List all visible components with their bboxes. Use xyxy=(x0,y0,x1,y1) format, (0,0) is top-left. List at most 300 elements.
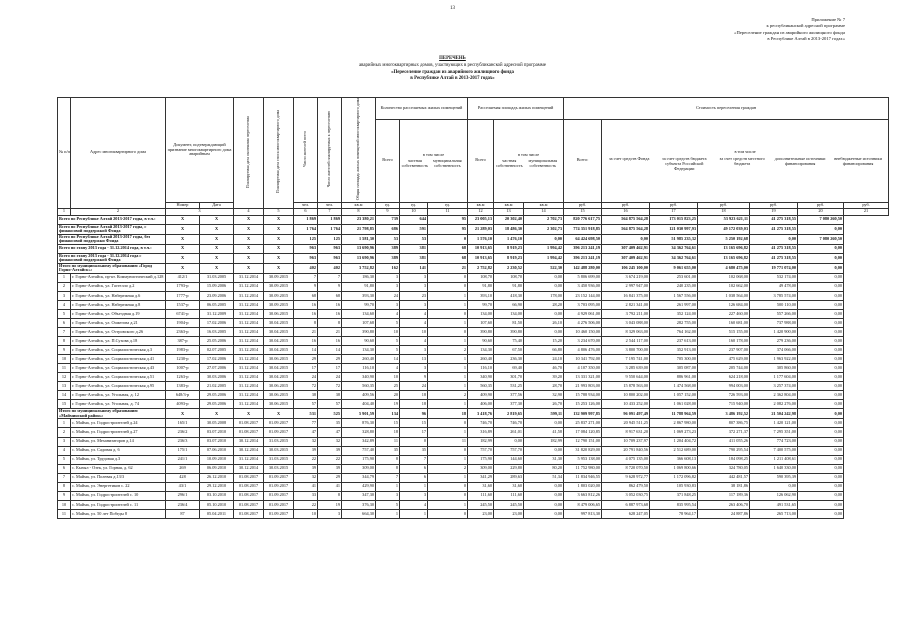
cell-am: 28,20 xyxy=(524,300,564,309)
summary-value: X xyxy=(166,244,200,253)
cell-ce: 7 400 575,00 xyxy=(750,446,798,455)
cell-p: 7 xyxy=(400,455,428,464)
column-number: 13 xyxy=(494,208,524,215)
cell-a: 757,70 xyxy=(468,446,494,455)
header-address: Адрес многоквартирного дома xyxy=(71,98,166,209)
demolition-date: 30.09.2015 xyxy=(264,300,294,309)
cell-cr: 105 930,83 xyxy=(650,482,698,491)
header-residents-planned: Число жителей планируемых к переселению xyxy=(318,98,342,203)
cell-ap: 757,70 xyxy=(494,446,524,455)
cell-u: 7 xyxy=(376,473,400,482)
cell-ce: 3 257 374,00 xyxy=(750,382,798,391)
row-number: 12 xyxy=(58,373,71,382)
summary-value: 963 xyxy=(294,244,318,253)
table-row xyxy=(58,437,889,446)
summary-value: 686 xyxy=(376,224,400,234)
cell-area: 90,60 xyxy=(342,337,376,346)
cell-co: 0,00 xyxy=(798,346,844,355)
cell-cl: 102 068,00 xyxy=(698,273,750,282)
cell-ap: 69,40 xyxy=(494,364,524,373)
cell-p: 24 xyxy=(400,382,428,391)
cell-ap: 236,30 xyxy=(494,355,524,364)
doc-number: 4093-р xyxy=(166,400,200,409)
cell-co: 0,00 xyxy=(798,373,844,382)
relocation-date: 31.12.2014 xyxy=(234,382,264,391)
cell-r1: 39 xyxy=(294,464,318,473)
house-address: г. Горно-Алтайск, ул. Социалистическая д.3 xyxy=(71,346,166,355)
cell-r2: 68 xyxy=(318,291,342,300)
summary-value: 21 798,85 xyxy=(342,224,376,234)
house-address: г. Горно-Алтайск, ул. Объездная д.19 xyxy=(71,309,166,318)
summary-value: X xyxy=(264,234,294,244)
row-number: 8 xyxy=(58,482,71,491)
cell-ce: 1 177 604,00 xyxy=(750,373,798,382)
cell-m: 11 xyxy=(428,437,468,446)
cell-am: 182,99 xyxy=(524,437,564,446)
cell-cr: 78 964,17 xyxy=(650,509,698,518)
cell-co: 0,00 xyxy=(798,500,844,509)
cell-r1: 10 xyxy=(294,509,318,518)
cell-cr: 705 300,00 xyxy=(650,355,698,364)
cell-a: 134,00 xyxy=(468,309,494,318)
summary-value: 41 275 318,55 xyxy=(750,244,798,253)
house-address: г. Горно-Алтайск, ул. Гастелло д.2 xyxy=(71,282,166,291)
summary-value: 644 xyxy=(400,215,428,224)
doc-date: 10.09.2010 xyxy=(200,455,234,464)
cell-co: 0,00 xyxy=(798,291,844,300)
demolition-date: 30.06.2015 xyxy=(264,309,294,318)
cell-co: 0,00 xyxy=(798,282,844,291)
appendix-line: к республиканской адресной программе xyxy=(766,23,845,29)
cell-ct: 3 234 670,00 xyxy=(564,337,602,346)
header-cost-total: Всего: xyxy=(564,119,602,202)
table-header-row xyxy=(58,98,889,120)
cell-co: 0,00 xyxy=(798,473,844,482)
cell-cl: 184 098,25 xyxy=(698,455,750,464)
summary-value: 21 289,03 xyxy=(468,224,494,234)
cell-r2: 47 xyxy=(318,428,342,437)
cell-cf: 10 433 252,00 xyxy=(602,400,650,409)
cell-r2: 7 xyxy=(318,273,342,282)
summary-value: 1 576,10 xyxy=(468,234,494,244)
cell-u: 1 xyxy=(376,482,400,491)
summary-value: X xyxy=(200,263,234,273)
house-address: г. Горно-Алтайск, ул. Социалистическая д.51 xyxy=(71,373,166,382)
row-number: 3 xyxy=(58,437,71,446)
summary-value: 96 xyxy=(400,409,428,419)
unit-rub: руб. xyxy=(844,202,889,208)
cell-ap: 31,60 xyxy=(494,482,524,491)
house-address: г. Горно-Алтайск, ул. Набережная д.6 xyxy=(71,291,166,300)
cell-ce: 2 082 276,00 xyxy=(750,400,798,409)
summary-value: 19 771 074,00 xyxy=(750,263,798,273)
cell-ap: 91,80 xyxy=(494,282,524,291)
summary-value: 820 776 617,75 xyxy=(564,215,602,224)
house-address: с. Майма, ул. Гидростроителей д.27 xyxy=(71,428,166,437)
summary-value: 396 213 241,19 xyxy=(564,244,602,253)
summary-value: 3 752,82 xyxy=(342,263,376,273)
appendix-line: «Переселение граждан из аварийного жилищного фонда xyxy=(734,29,845,35)
cell-cl: 442 481,57 xyxy=(698,473,750,482)
summary-value: X xyxy=(264,224,294,234)
cell-ct: 21 993 803,00 xyxy=(564,382,602,391)
demolition-date: 30.03.2015 xyxy=(264,446,294,455)
cell-r1: 22 xyxy=(294,500,318,509)
cell-p: 1 xyxy=(400,509,428,518)
doc-number: 387-р xyxy=(166,337,200,346)
cell-m: 1 xyxy=(428,364,468,373)
cell-cr: 352 124,00 xyxy=(650,309,698,318)
cell-u: 4 xyxy=(376,364,400,373)
cell-cf: 8 917 631,20 xyxy=(602,428,650,437)
table-row xyxy=(58,300,889,309)
house-address: с. Майма, ул. Трудовая д.3 xyxy=(71,455,166,464)
demolition-date: 30.06.2015 xyxy=(264,391,294,400)
doc-number: 175/1 xyxy=(166,446,200,455)
cell-ap: 134,00 xyxy=(494,309,524,318)
summary-value: X xyxy=(200,215,234,224)
relocation-date: 31.12.2014 xyxy=(234,282,264,291)
summary-value: 53 xyxy=(376,234,400,244)
summary-value: 125 xyxy=(294,234,318,244)
doc-number: 1263-р xyxy=(166,373,200,382)
cell-m: 1 xyxy=(428,400,468,409)
row-number: 6 xyxy=(58,318,71,327)
cell-cl: 102 662,00 xyxy=(698,282,750,291)
cell-r1: 9 xyxy=(294,282,318,291)
doc-date: 06.05.2005 xyxy=(200,300,234,309)
doc-date: 15.09.2006 xyxy=(200,282,234,291)
cell-am: 0,00 xyxy=(524,446,564,455)
cell-u: 5 xyxy=(376,346,400,355)
summary-value: X xyxy=(166,253,200,263)
cell-co: 0,00 xyxy=(798,400,844,409)
cell-co: 0,00 xyxy=(798,391,844,400)
cell-r1: 16 xyxy=(294,309,318,318)
relocation-date: 31.12.2014 xyxy=(234,291,264,300)
summary-value: 0,00 xyxy=(798,224,844,234)
cell-ct: 23 152 144,00 xyxy=(564,291,602,300)
summary-value: 106 245 100,00 xyxy=(602,263,650,273)
relocation-date: 31.12.2014 xyxy=(234,318,264,327)
cell-ap: 111,60 xyxy=(494,491,524,500)
cell-ce: 279 236,00 xyxy=(750,337,798,346)
cell-r2: 29 xyxy=(318,355,342,364)
cell-p: 17 xyxy=(400,428,428,437)
summary-value: X xyxy=(264,263,294,273)
cell-a: 245,50 xyxy=(468,500,494,509)
doc-number: 648/3-р xyxy=(166,391,200,400)
summary-value: 21 xyxy=(428,263,468,273)
cell-ap: 0,00 xyxy=(494,437,524,446)
cell-a: 111,60 xyxy=(468,491,494,500)
cell-cr: 261 997,00 xyxy=(650,300,698,309)
cell-ap: 418,30 xyxy=(494,291,524,300)
cell-cl: 160 178,00 xyxy=(698,337,750,346)
demolition-date: 31.03.2015 xyxy=(264,437,294,446)
cell-co: 0,00 xyxy=(798,364,844,373)
cell-a: 406,00 xyxy=(468,400,494,409)
doc-date: 05.04.2011 xyxy=(200,509,234,518)
summary-value: 134 xyxy=(376,409,400,419)
cell-m: 1 xyxy=(428,373,468,382)
cell-co: 0,00 xyxy=(798,309,844,318)
summary-value: X xyxy=(200,224,234,234)
summary-value: 1 581,30 xyxy=(342,234,376,244)
header-cost-group: Стоимость переселения граждан xyxy=(564,98,889,120)
doc-date: 23.09.2006 xyxy=(200,291,234,300)
row-number: 10 xyxy=(58,500,71,509)
cell-cf: 20 945 511,25 xyxy=(602,419,650,428)
cell-p: 0 xyxy=(400,437,428,446)
cell-r2: 21 xyxy=(318,328,342,337)
cell-r1: 16 xyxy=(294,337,318,346)
summary-value: 34 362 764,61 xyxy=(650,253,698,263)
summary-value: 162 xyxy=(376,263,400,273)
cell-am: 0,00 xyxy=(524,328,564,337)
cell-co: 0,00 xyxy=(798,428,844,437)
cell-p: 3 xyxy=(400,491,428,500)
cell-ce: 126 062,90 xyxy=(750,491,798,500)
cell-co: 0,00 xyxy=(798,509,844,518)
cell-u: 5 xyxy=(376,500,400,509)
summary-value: 20 302,40 xyxy=(494,215,524,224)
cell-a: 175,90 xyxy=(468,455,494,464)
cell-u: 14 xyxy=(376,355,400,364)
cell-r1: 22 xyxy=(294,455,318,464)
relocation-date: 01.08.2017 xyxy=(234,473,264,482)
doc-number: 6741-р xyxy=(166,309,200,318)
column-number: 4 xyxy=(234,208,264,215)
cell-p: 10 xyxy=(400,328,428,337)
cell-am: 66,80 xyxy=(524,346,564,355)
table-row xyxy=(58,446,889,455)
doc-date: 02.07.2005 xyxy=(200,346,234,355)
row-number: 4 xyxy=(58,446,71,455)
unit-rub: руб. xyxy=(750,202,798,208)
cell-a: 90,60 xyxy=(468,337,494,346)
cell-ct: 997 813,30 xyxy=(564,509,602,518)
summary-value: X xyxy=(234,234,264,244)
cell-p: 6 xyxy=(400,473,428,482)
cell-m: 2 xyxy=(428,346,468,355)
summary-value: 402 xyxy=(294,263,318,273)
relocation-date: 31.12.2014 xyxy=(234,273,264,282)
cell-r1: 72 xyxy=(294,382,318,391)
cell-cf: 3 800 700,00 xyxy=(602,346,650,355)
summary-value: 564 875 564,28 xyxy=(602,224,650,234)
house-address: с. Майма, ул. Садовая д. 6 xyxy=(71,446,166,455)
house-address: г. Горно-Алтайск, ул. Набережная д.8 xyxy=(71,300,166,309)
cell-p: 3 xyxy=(400,364,428,373)
cell-ap: 289,63 xyxy=(494,473,524,482)
cell-cl: 160 681,00 xyxy=(698,318,750,327)
cell-area: 186,30 xyxy=(342,273,376,282)
cell-a: 309,00 xyxy=(468,464,494,473)
cell-a: 134,30 xyxy=(468,346,494,355)
summary-value: 13 165 696,82 xyxy=(698,253,750,263)
cell-area: 560,35 xyxy=(342,382,376,391)
header-planned-demolition: Планируемая дата сноса многоквартирного дома xyxy=(264,98,294,209)
cell-r2: 8 xyxy=(318,491,342,500)
cell-co: 0,00 xyxy=(798,437,844,446)
summary-value: 10 913,65 xyxy=(468,244,494,253)
cell-a: 316,89 xyxy=(468,428,494,437)
summary-label: Всего по Республике Алтай 2013-2017 годы, с финансовой поддержкой Фонда xyxy=(58,224,166,234)
cell-cl: 24 887,86 xyxy=(698,509,750,518)
summary-value: X xyxy=(200,253,234,263)
cell-m: 2 xyxy=(428,464,468,473)
summary-row xyxy=(58,263,889,273)
cell-area: 404,40 xyxy=(342,400,376,409)
doc-date: 30.03.2006 xyxy=(200,373,234,382)
cell-ap: 377,56 xyxy=(494,391,524,400)
cell-area: 876,30 xyxy=(342,419,376,428)
cell-r2: 16 xyxy=(318,300,342,309)
doc-number: 236/4 xyxy=(166,500,200,509)
row-number: 5 xyxy=(58,309,71,318)
cell-m: 1 xyxy=(428,428,468,437)
cell-cl: 411 055,26 xyxy=(698,437,750,446)
cell-a: 91,80 xyxy=(468,282,494,291)
relocation-date: 31.12.2014 xyxy=(234,309,264,318)
cell-cf: 3 043 088,00 xyxy=(602,318,650,327)
cell-ap: 261,01 xyxy=(494,428,524,437)
summary-value: 307 409 462,91 xyxy=(602,244,650,253)
row-number: 6 xyxy=(58,464,71,473)
header-private: частная собственность xyxy=(401,158,429,169)
doc-number: 87 xyxy=(166,509,200,518)
cell-ct: 15 788 934,00 xyxy=(564,391,602,400)
header-private: частная собственность xyxy=(496,158,523,169)
cell-cf: 4 075 135,00 xyxy=(602,455,650,464)
header-municipal: муниципальная собственность xyxy=(433,158,462,169)
doc-number: 1230-р xyxy=(166,355,200,364)
summary-value: 963 xyxy=(318,253,342,263)
header-document: Документ, подтверждающий признание многоквартирного дома аварийным xyxy=(166,98,234,203)
summary-value: 1 476,10 xyxy=(494,234,524,244)
cell-cl: 38 181,86 xyxy=(698,482,750,491)
cell-cr: 1 057 152,00 xyxy=(650,391,698,400)
cell-r1: 21 xyxy=(294,328,318,337)
cell-co: 0,00 xyxy=(798,273,844,282)
cell-cr: 282 755,00 xyxy=(650,318,698,327)
header-residents: Число жителей всего xyxy=(294,98,318,203)
cell-co: 0,00 xyxy=(798,382,844,391)
cell-am: 26,10 xyxy=(524,318,564,327)
column-number: 10 xyxy=(400,208,428,215)
cell-ce: 7 295 351,00 xyxy=(750,428,798,437)
doc-number: 1007-р xyxy=(166,364,200,373)
cell-a: 107,60 xyxy=(468,318,494,327)
unit-units: ед. xyxy=(428,202,468,208)
header-cost-other: внебюджетные источники финансирования xyxy=(834,156,882,166)
relocation-date: 31.12.2014 xyxy=(234,373,264,382)
cell-r1: 14 xyxy=(294,346,318,355)
summary-value: 142 488 280,00 xyxy=(564,263,602,273)
cell-ce: 0,00 xyxy=(750,482,798,491)
cell-ce: 1 640 330,00 xyxy=(750,464,798,473)
cell-am: 51,34 xyxy=(524,473,564,482)
cell-r2: 16 xyxy=(318,337,342,346)
cell-co: 0,00 xyxy=(798,464,844,473)
cell-cr: 2 867 980,00 xyxy=(650,419,698,428)
cell-cl: 624 218,00 xyxy=(698,373,750,382)
cell-p: 3 xyxy=(400,282,428,291)
summary-value: 95 xyxy=(428,224,468,234)
cell-r2: 32 xyxy=(318,437,342,446)
header-planned-relocation: Планируемая дата окончания переселения xyxy=(234,98,264,209)
doc-number: 1777-р xyxy=(166,291,200,300)
summary-value: 0,00 xyxy=(798,244,844,253)
cell-cr: 352 913,00 xyxy=(650,346,698,355)
cell-am: 46,70 xyxy=(524,364,564,373)
column-number: 16 xyxy=(602,208,650,215)
doc-number: 1537-р xyxy=(166,300,200,309)
table-row xyxy=(58,273,889,282)
summary-value: X xyxy=(264,253,294,263)
house-address: г. Горно-Алтайск, пр-кт. Коммунистический д.128 xyxy=(71,273,166,282)
header-no: № п/п xyxy=(58,98,71,209)
summary-value: 132 909 997,85 xyxy=(564,409,602,419)
demolition-date: 30.06.2015 xyxy=(264,400,294,409)
summary-value: 963 xyxy=(318,244,342,253)
cell-ce: 532 174,00 xyxy=(750,273,798,282)
cell-r2: 19 xyxy=(318,500,342,509)
cell-cl: 515 155,00 xyxy=(698,328,750,337)
cell-r1: 57 xyxy=(294,400,318,409)
summary-value: 68 xyxy=(428,253,468,263)
doc-number: 165/1 xyxy=(166,419,200,428)
doc-number: 412/1 xyxy=(166,273,200,282)
house-address: с. Майма, ул. Гидростроителей с. 10 xyxy=(71,491,166,500)
table-row xyxy=(58,364,889,373)
cell-u: 11 xyxy=(376,437,400,446)
cell-cf: 3 052 030,75 xyxy=(602,491,650,500)
demolition-date: 30.04.2015 xyxy=(264,373,294,382)
column-number: 3 xyxy=(166,208,234,215)
unit-rub: руб. xyxy=(650,202,698,208)
cell-r2: 72 xyxy=(318,382,342,391)
header-rooms-group: Количество расселяемых жилых помещений xyxy=(376,98,468,120)
cell-am: 0,00 xyxy=(524,273,564,282)
cell-am: 0,00 xyxy=(524,491,564,500)
cell-cl: 324 780,05 xyxy=(698,464,750,473)
demolition-date: 30.06.2015 xyxy=(264,355,294,364)
house-address: г. Горно-Алтайск, ул. Угольная, д. 12 xyxy=(71,391,166,400)
doc-date: 17.02.2006 xyxy=(200,355,234,364)
cell-am: 28,70 xyxy=(524,382,564,391)
cell-cl: 790 295,54 xyxy=(698,446,750,455)
cell-p: 1 xyxy=(400,482,428,491)
summary-value: 0,00 xyxy=(750,234,798,244)
house-address: г. Горно-Алтайск, ул. П.Сухова д.18 xyxy=(71,337,166,346)
cell-cl: 205 744,00 xyxy=(698,364,750,373)
cell-p: 15 xyxy=(400,419,428,428)
cell-a: 409,90 xyxy=(468,391,494,400)
cell-cf: 9 628 972,77 xyxy=(602,473,650,482)
cell-u: 20 xyxy=(376,391,400,400)
unit-rub: руб. xyxy=(698,202,750,208)
summary-value: 591 xyxy=(400,224,428,234)
cell-u: 3 xyxy=(376,491,400,500)
cell-m: 1 xyxy=(428,355,468,364)
cell-u: 24 xyxy=(376,291,400,300)
cell-ct: 31 820 829,00 xyxy=(564,446,602,455)
summary-value: 2 302,73 xyxy=(524,224,564,234)
unit-sqm: кв.м xyxy=(468,202,494,208)
table-row xyxy=(58,391,889,400)
